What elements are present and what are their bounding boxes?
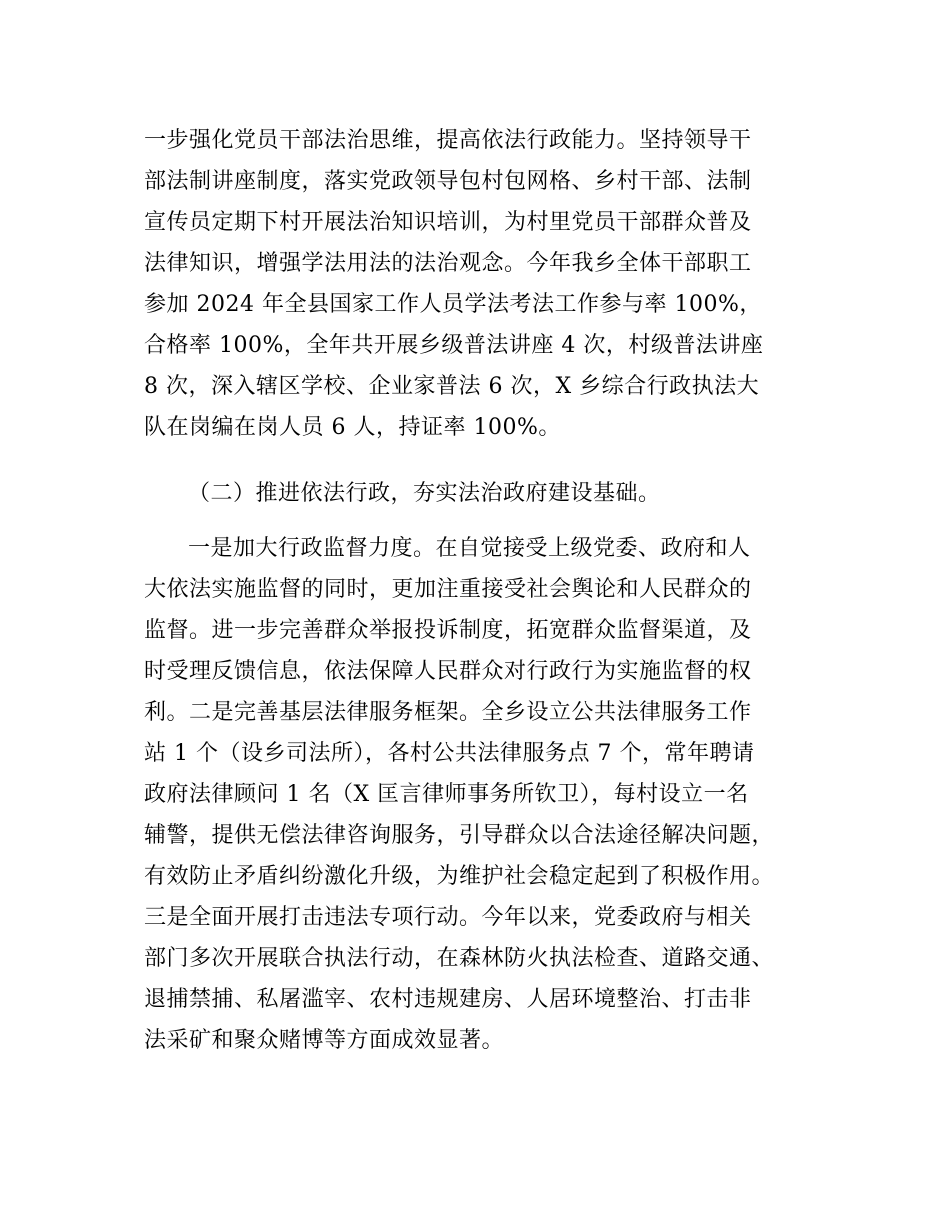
text-line: 利。二是完善基层法律服务框架。全乡设立公共法律服务工作	[144, 700, 752, 725]
text-line: 8 次，深入辖区学校、企业家普法 6 次，X 乡综合行政执法大	[144, 374, 760, 399]
paragraph-legal-training	[144, 120, 824, 448]
text-line: 法律知识，增强学法用法的法治观念。今年我乡全体干部职工	[144, 251, 752, 276]
section-heading	[144, 473, 824, 514]
text-line: 参加 2024 年全县国家工作人员学法考法工作参与率 100%，	[144, 292, 762, 317]
text-line: 有效防止矛盾纠纷激化升级，为维护社会稳定起到了积极作用。	[144, 864, 775, 889]
text-line: 一步强化党员干部法治思维，提高依法行政能力。坚持领导干	[144, 128, 752, 153]
text-line: 政府法律顾问 1 名（X 匡言律师事务所钦卫），每村设立一名	[144, 782, 749, 807]
text-line: 监督。进一步完善群众举报投诉制度，拓宽群众监督渠道，及	[144, 618, 752, 643]
text-line: 时受理反馈信息，依法保障人民群众对行政行为实施监督的权	[144, 659, 752, 684]
text-line: 法采矿和聚众赌博等方面成效显著。	[144, 1028, 505, 1053]
text-line: 退捕禁捕、私屠滥宰、农村违规建房、人居环境整治、打击非	[144, 987, 752, 1012]
text-line: 部法制讲座制度，落实党政领导包村包网格、乡村干部、法制	[144, 169, 752, 194]
paragraph-administrative-supervision	[144, 528, 824, 1061]
text-line: 合格率 100%，全年共开展乡级普法讲座 4 次，村级普法讲座	[144, 333, 764, 358]
text-line: 宣传员定期下村开展法治知识培训，为村里党员干部群众普及	[144, 210, 752, 235]
text-line: 站 1 个（设乡司法所），各村公共法律服务点 7 个，常年聘请	[144, 741, 755, 766]
section-heading-text: （二）推进依法行政，夯实法治政府建设基础。	[188, 481, 661, 506]
text-line: 三是全面开展打击违法专项行动。今年以来，党委政府与相关	[144, 905, 752, 930]
text-line: 大依法实施监督的同时，更加注重接受社会舆论和人民群众的	[144, 577, 752, 602]
text-line: 队在岗编在岗人员 6 人，持证率 100%。	[144, 415, 561, 440]
text-line: 一是加大行政监督力度。在自觉接受上级党委、政府和人	[188, 536, 751, 561]
text-line: 部门多次开展联合执法行动，在森林防火执法检查、道路交通、	[144, 946, 775, 971]
text-line: 辅警，提供无偿法律咨询服务，引导群众以合法途径解决问题，	[144, 823, 775, 848]
